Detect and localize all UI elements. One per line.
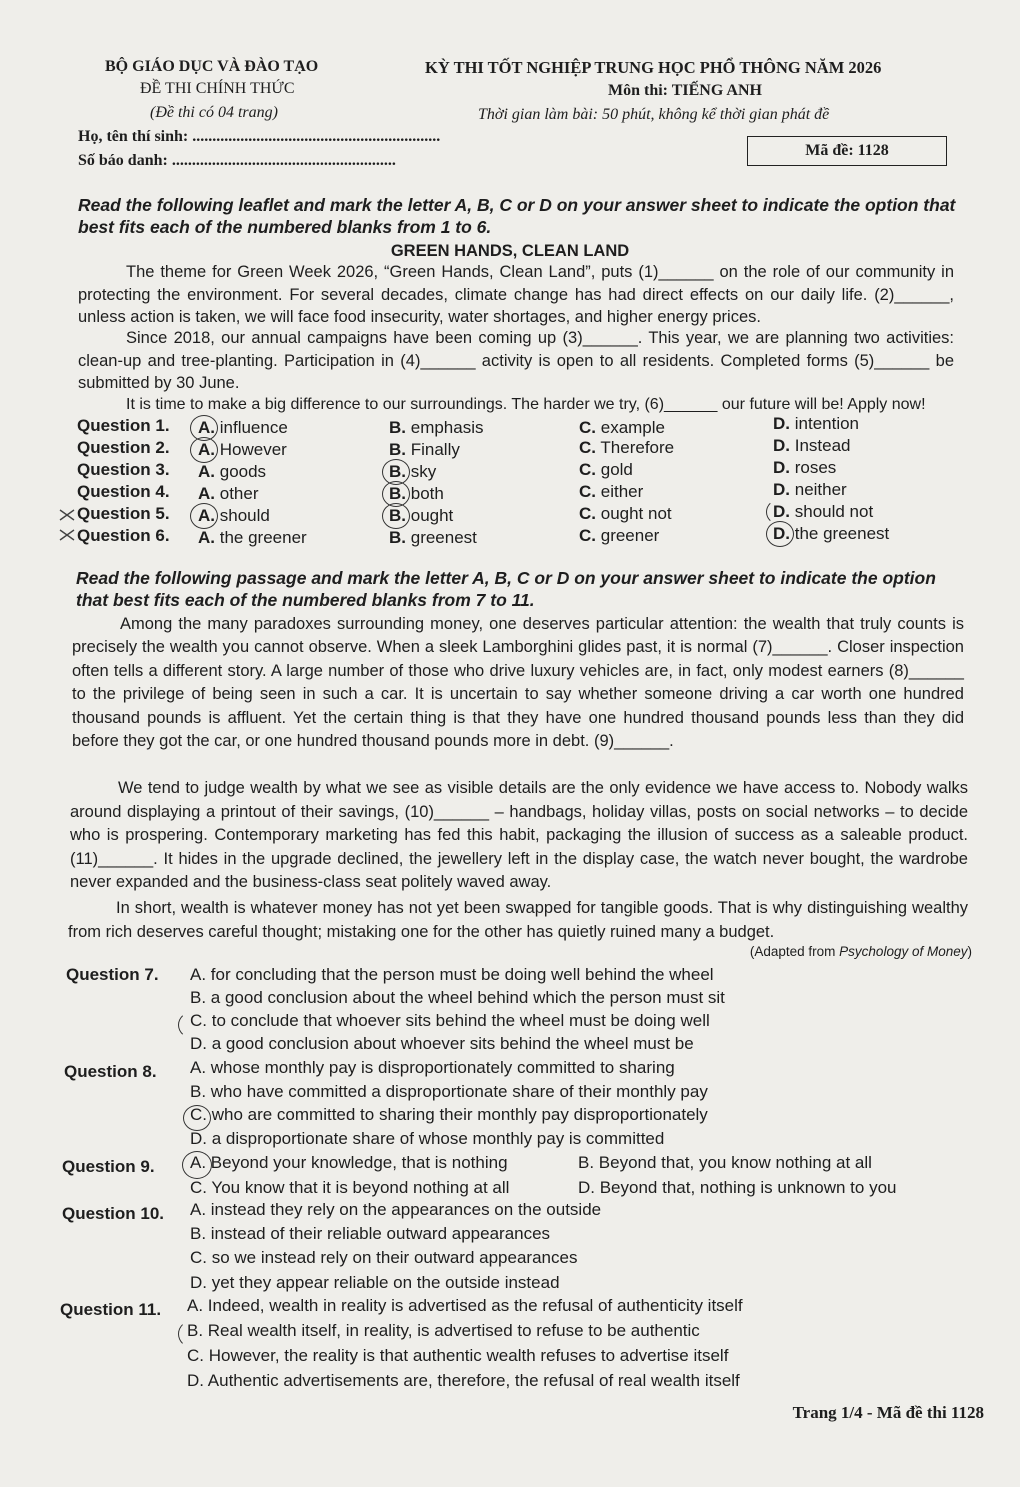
option-b[interactable]: B. sky [389, 462, 437, 481]
option-d[interactable]: D. Beyond that, nothing is unknown to you [578, 1178, 897, 1197]
option-a[interactable]: A. other [198, 484, 259, 503]
option-b[interactable]: B. a good conclusion about the wheel behind which the person must sit [190, 988, 725, 1007]
option-b[interactable]: B. ought [389, 506, 454, 525]
question-label: Question 8. [64, 1062, 157, 1081]
option-d[interactable]: D. a good conclusion about whoever sits behind the wheel must be [190, 1034, 694, 1053]
option-c[interactable]: C. gold [579, 460, 633, 479]
option-b[interactable]: B. Beyond that, you know nothing at all [578, 1153, 872, 1172]
option-b[interactable]: B. who have committed a disproportionate share of their monthly pay [190, 1082, 708, 1101]
option-d[interactable]: D. should not [773, 502, 874, 521]
page-footer: Trang 1/4 - Mã đề thi 1128 [792, 1403, 984, 1422]
answer-mark-stroke [178, 1320, 208, 1348]
passage-paragraph-3: In short, wealth is whatever money has not yet been swapped for tangible goods. That is why distinguishing wealthy from rich deserves careful thought; mistaking one for the other has quietly ruined many a budget. [68, 899, 968, 941]
option-b[interactable]: B. Real wealth itself, in reality, is advertised to refuse to be authentic [187, 1321, 700, 1340]
option-d[interactable]: D. a disproportionate share of whose monthly pay is committed [190, 1129, 665, 1148]
cross-mark-icon [56, 504, 80, 544]
exam-subject: Môn thi: TIẾNG ANH [608, 82, 762, 99]
option-d[interactable]: D. Authentic advertisements are, therefore, the refusal of real wealth itself [187, 1371, 740, 1390]
question-label: Question 4. [77, 482, 170, 501]
option-d[interactable]: D. Instead [773, 436, 851, 455]
passage-paragraph-2: We tend to judge wealth by what we see as visible details are the only evidence we have access to. Nobody walks around displaying a printout of their savings, (10)______ – handbags, holiday villas, posts on social networks – to decide who is prospering. Contemporary marketing has fed this habit, packaging the illusion of success as a saleable product. (11)______. It hides in the upgrade declined, the jewellery left in the display case, the watch never bought, the wardrobe never expanded and the business-class seat politely waved away. [70, 779, 968, 892]
option-c[interactable]: C. either [579, 482, 644, 501]
option-b[interactable]: B. greenest [389, 528, 477, 547]
answer-mark-stroke [178, 1011, 210, 1039]
ministry-name: BỘ GIÁO DỤC VÀ ĐÀO TẠO [105, 58, 319, 75]
section2-instruction: Read the following passage and mark the letter A, B, C or D on your answer sheet to indicate the option that best fits each of the numbered blanks from 7 to 11. [76, 568, 936, 610]
option-d[interactable]: D. roses [773, 458, 837, 477]
question-label: Question 11. [60, 1300, 162, 1319]
option-b[interactable]: B. emphasis [389, 418, 484, 437]
option-a[interactable]: A. goods [198, 462, 267, 481]
option-b[interactable]: B. instead of their reliable outward appearances [190, 1224, 551, 1243]
candidate-id-field: Số báo danh: ........................................................ [78, 152, 396, 169]
option-d[interactable]: D. the greenest [773, 524, 890, 543]
answer-mark-stroke [766, 499, 794, 525]
question-label: Question 9. [62, 1157, 155, 1176]
option-b[interactable]: B. Finally [389, 440, 460, 459]
option-c[interactable]: C. Therefore [579, 438, 675, 457]
option-a[interactable]: A. instead they rely on the appearances on the outside [190, 1200, 602, 1219]
official-label: ĐỀ THI CHÍNH THỨC [140, 80, 295, 97]
option-a[interactable]: A. whose monthly pay is disproportionately committed to sharing [190, 1058, 675, 1077]
option-b[interactable]: B. both [389, 484, 444, 503]
candidate-name-field: Họ, tên thí sinh: .............................................................. [78, 128, 441, 145]
question-label: Question 7. [66, 965, 159, 984]
question-label: Question 1. [77, 416, 170, 435]
option-a[interactable]: A. However [198, 440, 287, 459]
question-label: Question 6. [77, 526, 170, 545]
option-a[interactable]: A. influence [198, 418, 288, 437]
question-label: Question 3. [77, 460, 170, 479]
option-a[interactable]: A. Indeed, wealth in reality is advertised as the refusal of authenticity itself [187, 1296, 743, 1315]
passage-source: (Adapted from Psychology of Money) [749, 944, 972, 959]
option-a[interactable]: A. for concluding that the person must be doing well behind the wheel [190, 965, 714, 984]
option-d[interactable]: D. intention [773, 414, 860, 433]
exam-title: KỲ THI TỐT NGHIỆP TRUNG HỌC PHỔ THÔNG NĂM 2026 [425, 58, 882, 77]
question-label: Question 5. [77, 504, 170, 523]
passage-paragraph-1: Among the many paradoxes surrounding money, one deserves particular attention: the wealth that truly counts is precisely the wealth you cannot observe. When a sleek Lamborghini glides past, it is normal (7)______. Closer inspection often tells a different story. A large number of those who drive luxury vehicles are, in fact, only modest earners (8)______ to the privilege of being seen in such a car. It is uncertain to say whether someone driving a car worth one hundred thousand pounds is affluent. Yet the certain thing is that they have one hundred thousand pounds less than they did before they got the car, or one hundred thousand pounds more in debt. (9)______. [72, 615, 964, 751]
option-c[interactable]: C. example [579, 418, 665, 437]
leaflet-paragraph-3: It is time to make a big difference to our surroundings. The harder we try, (6)______ our future will be! Apply now! [126, 396, 926, 413]
option-a[interactable]: A. Beyond your knowledge, that is nothing [190, 1153, 508, 1172]
exam-code-box: Mã đề: 1128 [747, 136, 947, 166]
option-c[interactable]: C. who are committed to sharing their monthly pay disproportionately [190, 1105, 708, 1124]
answer-mark-circle [382, 503, 410, 529]
option-c[interactable]: C. so we instead rely on their outward appearances [190, 1248, 578, 1267]
question-label: Question 10. [62, 1204, 165, 1223]
option-c[interactable]: C. ought not [579, 504, 672, 523]
option-d[interactable]: D. yet they appear reliable on the outside instead [190, 1273, 560, 1292]
page-count: (Đề thi có 04 trang) [150, 104, 278, 121]
answer-mark-circle [190, 437, 218, 463]
leaflet-title: GREEN HANDS, CLEAN LAND [390, 242, 630, 260]
question-label: Question 2. [77, 438, 170, 457]
leaflet-paragraph-2: Since 2018, our annual campaigns have been coming up (3)______. This year, we are planning two activities: clean-up and tree-planting. Participation in (4)______ activity is open to all residents. Completed forms (5)______ be submitted by 30 June. [78, 329, 954, 392]
option-a[interactable]: A. the greener [198, 528, 307, 547]
leaflet-paragraph-1: The theme for Green Week 2026, “Green Hands, Clean Land”, puts (1)______ on the role of our community in protecting the environment. For several decades, climate change has had direct effects on our daily life. (2)______, unless action is taken, we will face food insecurity, water shortages, and higher energy prices. [78, 263, 954, 326]
answer-mark-circle [182, 1151, 212, 1179]
exam-time: Thời gian làm bài: 50 phút, không kể thời gian phát đề [478, 106, 830, 123]
option-c[interactable]: C. However, the reality is that authentic wealth refuses to advertise itself [187, 1346, 729, 1365]
option-d[interactable]: D. neither [773, 480, 847, 499]
option-c[interactable]: C. greener [579, 526, 660, 545]
section1-instruction: Read the following leaflet and mark the letter A, B, C or D on your answer sheet to indicate the option that best fits each of the numbered blanks from 1 to 6. [78, 195, 956, 237]
option-c[interactable]: C. to conclude that whoever sits behind the wheel must be doing well [190, 1011, 710, 1030]
option-c[interactable]: C. You know that it is beyond nothing at all [190, 1178, 510, 1197]
answer-mark-circle [183, 1105, 211, 1131]
answer-mark-circle [190, 503, 218, 529]
option-a[interactable]: A. should [198, 506, 270, 525]
